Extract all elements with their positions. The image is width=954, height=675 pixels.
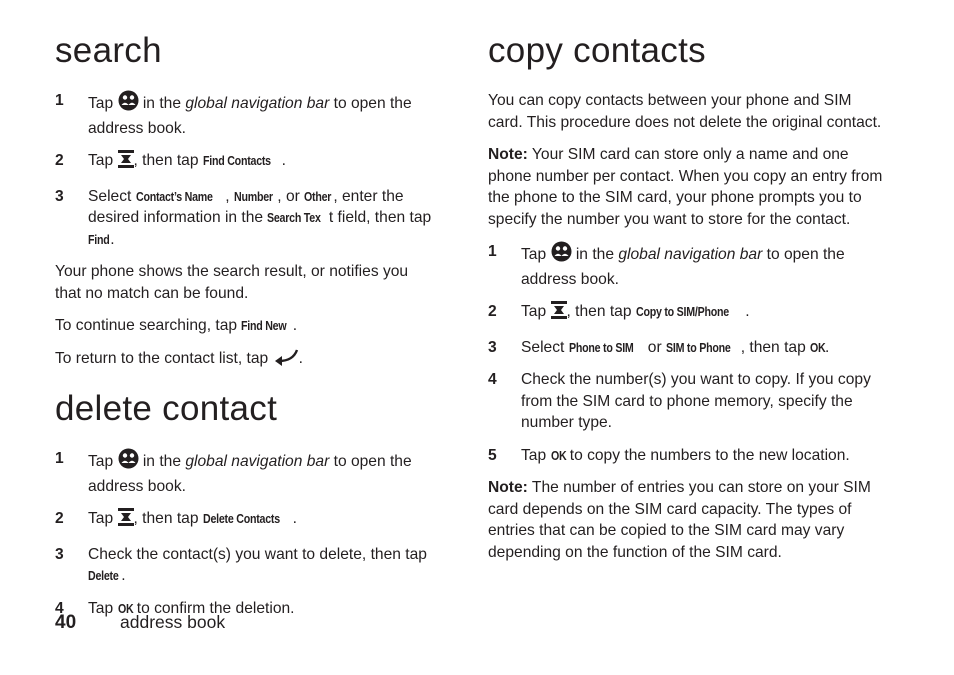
delete-step-2: 2 Tap , then tap Delete Contacts .: [55, 508, 435, 533]
delete-contact-heading: delete contact: [55, 389, 278, 428]
back-arrow-icon: [273, 348, 299, 373]
step-number: 1: [488, 243, 497, 260]
copy-step-5: 5 Tap OK to copy the numbers to the new location.: [488, 445, 883, 467]
menu-icon: [118, 150, 134, 175]
delete-step-3: 3 Check the contact(s) you want to delete, then tap Delete .: [55, 545, 427, 584]
step-number: 1: [55, 450, 64, 467]
copy-step-2: 2 Tap , then tap Copy to SIM/Phone .: [488, 301, 883, 326]
contacts-icon: [118, 448, 139, 476]
left-column: [55, 30, 435, 630]
step-number: 2: [488, 303, 497, 320]
menu-icon: [551, 301, 567, 326]
continue-search-text: To continue searching, tap Find New .: [55, 317, 298, 334]
contacts-icon: [551, 241, 572, 269]
search-result-text: Your phone shows the search result, or notifies you that no match can be found.: [55, 263, 409, 302]
search-steps: [55, 90, 435, 250]
search-step-1: 1 Tap in the global navigation bar to open the address book.: [55, 92, 412, 137]
step-number: 5: [488, 446, 497, 464]
step-number: 2: [55, 510, 64, 527]
contacts-icon: [118, 90, 139, 118]
page-footer: [55, 612, 225, 634]
delete-step-4: 4 Tap OK to confirm the deletion.: [55, 598, 435, 620]
note-2: Note: The number of entries you can store on your SIM card depends on the SIM card capacity. The types of entries that can be copied to the SIM card may vary depending on the function of the SIM card.: [488, 479, 871, 561]
note-1: Note: Your SIM card can store only a name and one phone number per contact. When you copy an entry from the phone to the SIM card, your phone prompts you to specify the number you want to store for the contact.: [488, 146, 883, 228]
page-number: 40: [55, 612, 77, 633]
copy-contacts-heading: copy contacts: [488, 31, 706, 70]
delete-steps: [55, 448, 435, 619]
copy-steps: [488, 241, 883, 466]
menu-icon: [118, 508, 134, 533]
step-number: 4: [488, 371, 497, 388]
copy-intro-text: You can copy contacts between your phone and SIM card. This procedure does not delete the original contact.: [488, 92, 882, 131]
right-column: [488, 30, 883, 574]
copy-step-4: 4 Check the number(s) you want to copy. If you copy from the SIM card to phone memory, specify the number type.: [488, 371, 871, 431]
step-number: 2: [55, 152, 64, 169]
step-number: 3: [55, 187, 64, 205]
search-step-3: 3 Select Contact’s Name , Number , or Other , enter the desired information in the Search Tex t field, then tap Find.: [55, 187, 432, 248]
step-number: 3: [55, 545, 64, 563]
step-number: 3: [488, 338, 497, 356]
step-number: 4: [55, 599, 64, 617]
step-number: 1: [55, 92, 64, 109]
search-heading: search: [55, 31, 162, 70]
copy-step-3: 3 Select Phone to SIM or SIM to Phone , then tap OK.: [488, 337, 883, 359]
search-step-2: 2 Tap , then tap Find Contacts .: [55, 150, 435, 175]
delete-step-1: 1 Tap in the global navigation bar to open the address book.: [55, 450, 412, 495]
section-name: address book: [120, 612, 226, 632]
copy-step-1: 1 Tap in the global navigation bar to open the address book.: [488, 243, 845, 288]
return-text: To return to the contact list, tap .: [55, 348, 435, 373]
